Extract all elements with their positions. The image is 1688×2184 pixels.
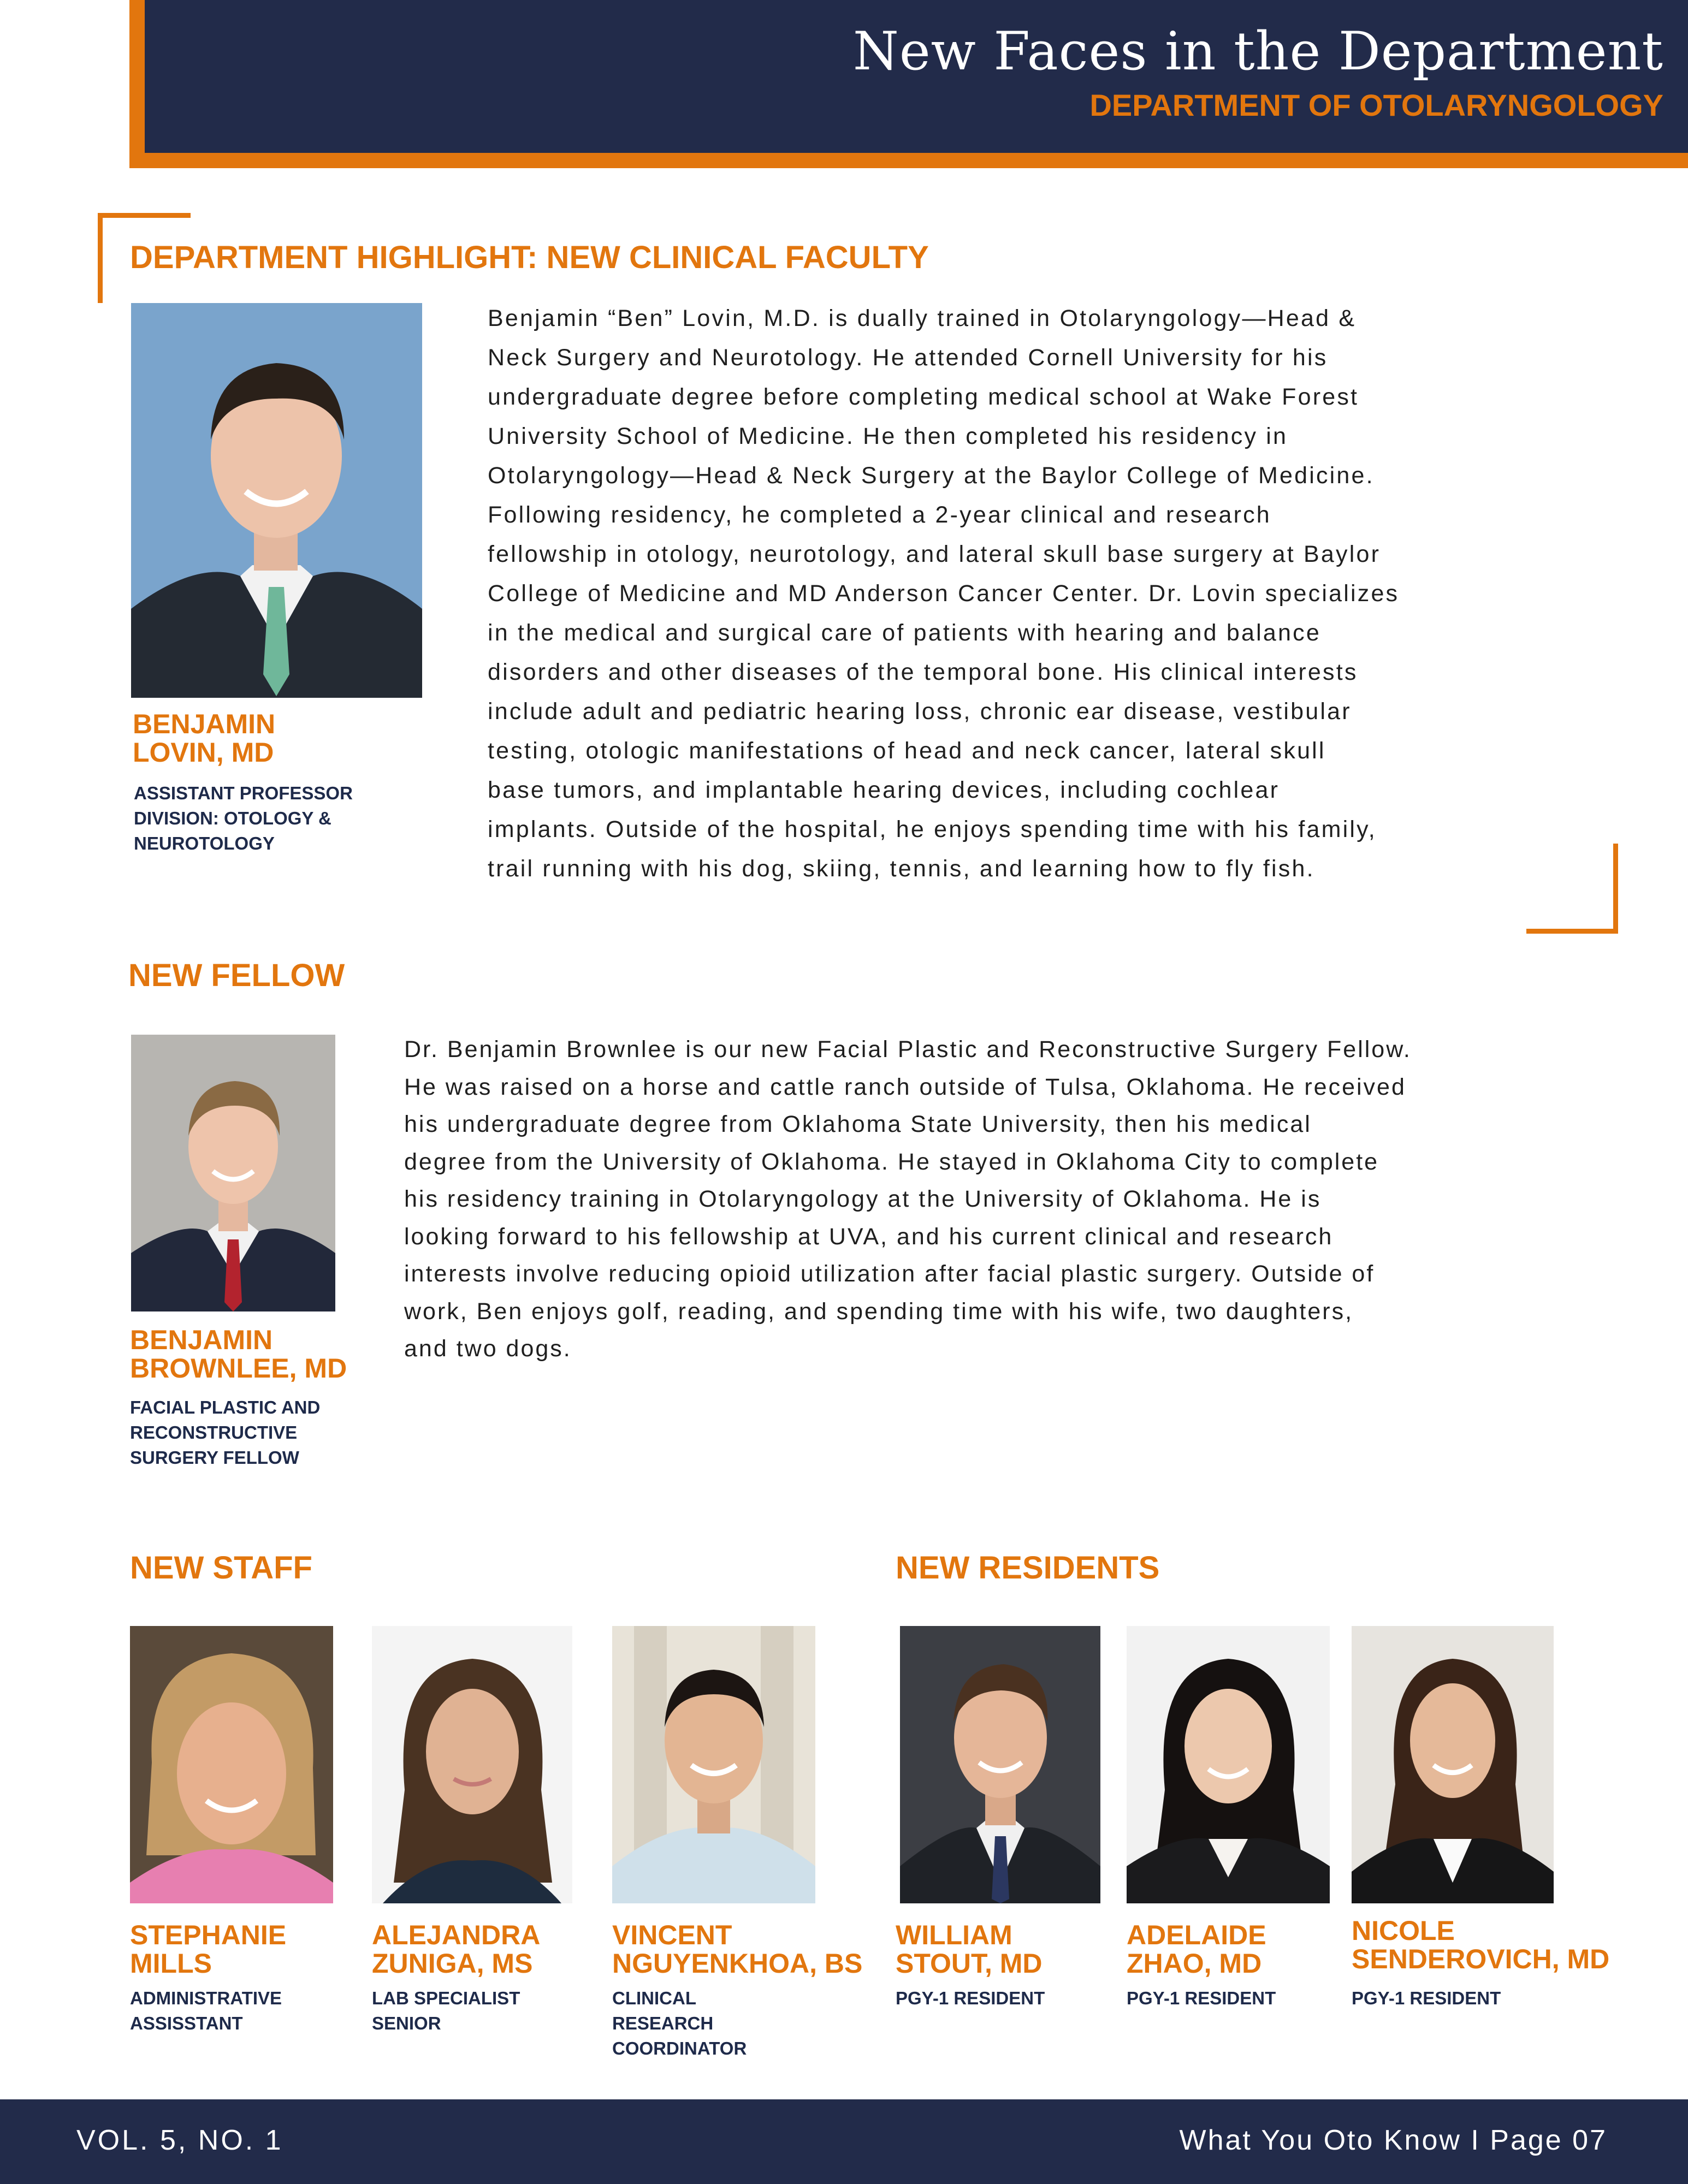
nguyenkhoa-name-line1: VINCENT bbox=[612, 1920, 732, 1950]
brownlee-role-line3: SURGERY FELLOW bbox=[130, 1447, 299, 1468]
bio-line: and two dogs. bbox=[404, 1336, 572, 1362]
bio-line: Neck Surgery and Neurotology. He attended Cornell University for his bbox=[488, 345, 1328, 371]
stout-name-line2: STOUT, MD bbox=[896, 1948, 1043, 1979]
stout-photo bbox=[900, 1626, 1100, 1903]
mills-name-line2: MILLS bbox=[130, 1948, 212, 1979]
residents-section-title: NEW RESIDENTS bbox=[896, 1550, 1160, 1586]
mills-photo bbox=[130, 1626, 333, 1903]
mills-role-line1: ADMINISTRATIVE bbox=[130, 1988, 282, 2008]
bio-line: fellowship in otology, neurotology, and lateral skull base surgery at Baylor bbox=[488, 541, 1381, 567]
header-accent-bottom bbox=[129, 153, 1688, 168]
nguyenkhoa-role bbox=[612, 1986, 747, 2061]
lovin-name-line2: LOVIN, MD bbox=[133, 737, 274, 768]
zuniga-role-line2: SENIOR bbox=[372, 2013, 441, 2033]
mills-name-line1: STEPHANIE bbox=[130, 1920, 287, 1950]
page-number: What You Oto Know I Page 07 bbox=[1179, 2124, 1607, 2156]
bio-line: University School of Medicine. He then completed his residency in bbox=[488, 423, 1288, 449]
bracket-top-left-horizontal bbox=[98, 213, 191, 218]
bio-line: include adult and pediatric hearing loss, chronic ear disease, vestibular bbox=[488, 698, 1352, 725]
senderovich-name-line1: NICOLE bbox=[1352, 1915, 1455, 1946]
lovin-bio bbox=[488, 299, 1399, 888]
bio-line: testing, otologic manifestations of head and neck cancer, lateral skull bbox=[488, 738, 1326, 764]
lovin-role-line3: NEUROTOLOGY bbox=[134, 833, 275, 853]
stout-name bbox=[896, 1921, 1043, 1978]
bio-line: undergraduate degree before completing medical school at Wake Forest bbox=[488, 384, 1359, 410]
bio-line: disorders and other diseases of the temporal bone. His clinical interests bbox=[488, 659, 1358, 685]
bio-line: Following residency, he completed a 2-year clinical and research bbox=[488, 502, 1271, 528]
bio-line: He was raised on a horse and cattle ranch outside of Tulsa, Oklahoma. He received bbox=[404, 1073, 1406, 1100]
bracket-bottom-right-vertical bbox=[1613, 844, 1618, 934]
nguyenkhoa-photo bbox=[612, 1626, 815, 1903]
nguyenkhoa-name-line2: NGUYENKHOA, BS bbox=[612, 1948, 863, 1979]
zhao-name-line2: ZHAO, MD bbox=[1127, 1948, 1262, 1979]
zuniga-name bbox=[372, 1921, 540, 1978]
brownlee-role-line2: RECONSTRUCTIVE bbox=[130, 1422, 298, 1443]
zuniga-role bbox=[372, 1986, 520, 2036]
page-title: New Faces in the Department bbox=[852, 21, 1663, 82]
bio-line: College of Medicine and MD Anderson Cancer Center. Dr. Lovin specializes bbox=[488, 580, 1400, 607]
lovin-name-line1: BENJAMIN bbox=[133, 709, 276, 739]
brownlee-name-line1: BENJAMIN bbox=[130, 1325, 273, 1355]
zuniga-name-line1: ALEJANDRA bbox=[372, 1920, 541, 1950]
bio-line: degree from the University of Oklahoma. He stayed in Oklahoma City to complete bbox=[404, 1148, 1379, 1175]
bio-line: in the medical and surgical care of patients with hearing and balance bbox=[488, 620, 1321, 646]
nguyenkhoa-role-line3: COORDINATOR bbox=[612, 2038, 747, 2058]
bio-line: Otolaryngology—Head & Neck Surgery at the Baylor College of Medicine. bbox=[488, 462, 1375, 489]
bio-line: work, Ben enjoys golf, reading, and spending time with his wife, two daughters, bbox=[404, 1298, 1354, 1325]
stout-name-line1: WILLIAM bbox=[896, 1920, 1012, 1950]
bracket-bottom-right-horizontal bbox=[1526, 929, 1618, 934]
bio-line: Dr. Benjamin Brownlee is our new Facial Plastic and Reconstructive Surgery Fellow. bbox=[404, 1036, 1412, 1063]
lovin-name bbox=[133, 710, 275, 767]
bio-line: his residency training in Otolaryngology at the University of Oklahoma. He is bbox=[404, 1186, 1322, 1212]
brownlee-photo bbox=[131, 1035, 335, 1311]
mills-role-line2: ASSISSTANT bbox=[130, 2013, 243, 2033]
senderovich-photo bbox=[1352, 1626, 1554, 1903]
brownlee-role-line1: FACIAL PLASTIC AND bbox=[130, 1397, 321, 1417]
faculty-section-title: DEPARTMENT HIGHLIGHT: NEW CLINICAL FACULTY bbox=[130, 240, 929, 275]
volume-number: VOL. 5, NO. 1 bbox=[76, 2124, 283, 2156]
senderovich-role: PGY-1 RESIDENT bbox=[1352, 1988, 1501, 2008]
bio-line: trail running with his dog, skiing, tennis, and learning how to fly fish. bbox=[488, 856, 1315, 882]
zuniga-photo bbox=[372, 1626, 572, 1903]
brownlee-name-line2: BROWNLEE, MD bbox=[130, 1353, 347, 1384]
zhao-name-line1: ADELAIDE bbox=[1127, 1920, 1266, 1950]
bio-line: Benjamin “Ben” Lovin, M.D. is dually trained in Otolaryngology—Head & bbox=[488, 305, 1357, 331]
department-name: DEPARTMENT OF OTOLARYNGOLOGY bbox=[1089, 88, 1663, 122]
lovin-role-line2: DIVISION: OTOLOGY & bbox=[134, 808, 331, 828]
zhao-photo bbox=[1127, 1626, 1330, 1903]
senderovich-name-line2: SENDEROVICH, MD bbox=[1352, 1944, 1610, 1974]
nguyenkhoa-role-line1: CLINICAL bbox=[612, 1988, 696, 2008]
brownlee-name bbox=[130, 1326, 347, 1382]
nguyenkhoa-role-line2: RESEARCH bbox=[612, 2013, 714, 2033]
stout-role: PGY-1 RESIDENT bbox=[896, 1988, 1045, 2008]
zhao-name bbox=[1127, 1921, 1266, 1978]
mills-name bbox=[130, 1921, 286, 1978]
bio-line: interests involve reducing opioid utilization after facial plastic surgery. Outside of bbox=[404, 1261, 1375, 1287]
brownlee-role bbox=[130, 1395, 320, 1470]
brownlee-bio bbox=[404, 1031, 1412, 1368]
lovin-photo bbox=[131, 303, 422, 698]
lovin-role-line1: ASSISTANT PROFESSOR bbox=[134, 783, 353, 803]
mills-role bbox=[130, 1986, 282, 2036]
staff-section-title: NEW STAFF bbox=[130, 1550, 312, 1586]
bio-line: base tumors, and implantable hearing devices, including cochlear bbox=[488, 777, 1280, 803]
senderovich-name bbox=[1352, 1916, 1609, 1973]
bio-line: his undergraduate degree from Oklahoma State University, then his medical bbox=[404, 1111, 1312, 1137]
fellow-section-title: NEW FELLOW bbox=[128, 958, 345, 993]
bracket-top-left-vertical bbox=[98, 213, 103, 303]
zuniga-role-line1: LAB SPECIALIST bbox=[372, 1988, 520, 2008]
bio-line: implants. Outside of the hospital, he enjoys spending time with his family, bbox=[488, 816, 1377, 842]
nguyenkhoa-name bbox=[612, 1921, 862, 1978]
zuniga-name-line2: ZUNIGA, MS bbox=[372, 1948, 533, 1979]
lovin-role bbox=[134, 781, 353, 856]
zhao-role: PGY-1 RESIDENT bbox=[1127, 1988, 1276, 2008]
header-accent-left bbox=[129, 0, 145, 168]
bio-line: looking forward to his fellowship at UVA, and his current clinical and research bbox=[404, 1223, 1334, 1250]
